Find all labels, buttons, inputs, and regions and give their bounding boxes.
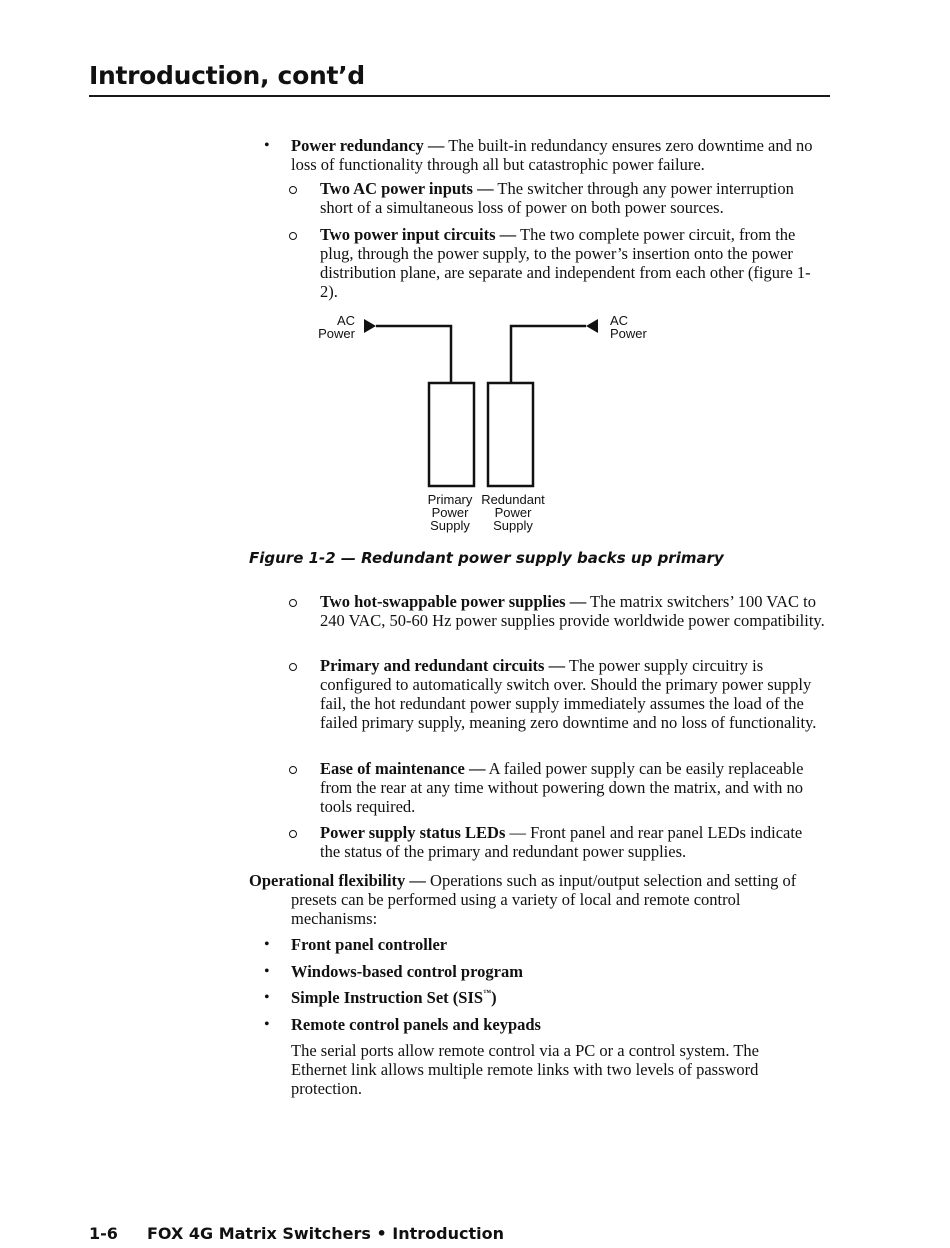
bullet-marker: • <box>264 936 270 953</box>
redundant-power-line <box>511 326 586 383</box>
two-ac-inputs-text: The switcher through any power interruption short of a simultaneous loss of power on both power sources. <box>320 179 794 217</box>
status-leds-item <box>320 823 825 861</box>
sub-bullet-marker <box>289 186 297 194</box>
hot-swappable-text: The matrix switchers’ 100 VAC to 240 VAC, 50-60 Hz power supplies provide worldwide power compatibility. <box>320 592 825 630</box>
redundant-power-diagram <box>300 305 670 545</box>
ac-power-left-label-line1: AC <box>336 313 355 328</box>
hot-swappable-term: Two hot-swappable power supplies — <box>320 592 587 611</box>
sub-bullet-marker <box>289 766 297 774</box>
primary-power-line <box>376 326 451 383</box>
redundant-label-line1: Redundant <box>481 492 545 507</box>
power-redundancy-term: Power redundancy — <box>291 136 445 155</box>
bullet-marker: • <box>264 1016 270 1033</box>
ac-power-left-label-line2: Power <box>318 326 355 341</box>
footer-title: FOX 4G Matrix Switchers • Introduction <box>147 1224 504 1243</box>
bullet-marker: • <box>264 989 270 1006</box>
redundant-label-line2: Power <box>494 505 532 520</box>
primary-label-line1: Primary <box>427 492 473 507</box>
status-leds-term: Power supply status LEDs <box>320 823 506 842</box>
sub-bullet-marker <box>289 232 297 240</box>
redundant-power-supply-box <box>488 383 533 486</box>
control-list-item: Remote control panels and keypads <box>291 1015 541 1034</box>
sub-bullet-marker <box>289 830 297 838</box>
two-ac-inputs-term: Two AC power inputs — <box>320 179 494 198</box>
power-redundancy-item <box>291 136 821 174</box>
ac-left-arrow <box>364 319 376 333</box>
sub-bullet-marker <box>289 663 297 671</box>
operational-flexibility-text: Operations such as input/output selection and setting of presets can be performed using a variety of local and remote control mechanisms: <box>291 871 797 928</box>
primary-redundant-circuits-item <box>320 656 832 732</box>
two-power-circuits-text: The two complete power circuit, from the plug, through the power supply, to the power’s insertion onto the power distribution plane, are separate and independent from each other (figure 1-2). <box>320 225 811 301</box>
bullet-marker: • <box>264 963 270 980</box>
operational-flexibility-term: Operational flexibility — <box>249 871 426 890</box>
sub-bullet-marker <box>289 599 297 607</box>
primary-label-line3: Supply <box>430 518 470 533</box>
trademark-symbol: ™ <box>483 988 492 997</box>
page-footer <box>89 1223 504 1245</box>
control-list-item: Front panel controller <box>291 935 448 954</box>
primary-power-supply-box <box>429 383 474 486</box>
ease-of-maintenance-text: A failed power supply can be easily replaceable from the rear at any time without powering down the matrix, and with no tools required. <box>320 759 804 816</box>
status-leds-text: — Front panel and rear panel LEDs indicate the status of the primary and redundant power supplies. <box>320 823 803 861</box>
two-power-circuits-term: Two power input circuits — <box>320 225 517 244</box>
operational-flexibility-paragraph <box>249 871 815 928</box>
power-redundancy-text: The built-in redundancy ensures zero downtime and no loss of functionality through all but catastrophic power failure. <box>291 136 813 174</box>
ease-of-maintenance-term: Ease of maintenance — <box>320 759 486 778</box>
primary-redundant-circuits-term: Primary and redundant circuits — <box>320 656 566 675</box>
bullet-marker: • <box>264 137 270 154</box>
closing-paragraph: The serial ports allow remote control via a PC or a control system. The Ethernet link allows multiple remote links with two levels of password protection. <box>291 1041 759 1098</box>
page-title: Introduction, cont’d <box>89 61 365 90</box>
ac-power-right-label-line2: Power <box>610 326 647 341</box>
control-list-item: Windows-based control program <box>291 962 523 981</box>
control-list-item: Simple Instruction Set (SIS™) <box>291 988 497 1007</box>
primary-redundant-circuits-text: The power supply circuitry is configured to automatically switch over. Should the primary power supply fail, the hot redundant power supply immediately assumes the load of the failed primary supply, meaning zero downtime and no loss of functionality. <box>320 656 817 732</box>
page-header <box>89 59 830 97</box>
two-ac-inputs-item <box>320 179 825 217</box>
two-power-circuits-item <box>320 225 825 301</box>
hot-swappable-item <box>320 592 825 630</box>
primary-label-line2: Power <box>431 505 469 520</box>
ac-right-arrow <box>586 319 598 333</box>
figure-caption: Figure 1-2 — Redundant power supply backs up primary <box>249 549 724 567</box>
ac-power-right-label-line1: AC <box>610 313 629 328</box>
ease-of-maintenance-item <box>320 759 825 816</box>
page-number: 1-6 <box>89 1224 118 1243</box>
redundant-label-line3: Supply <box>493 518 533 533</box>
